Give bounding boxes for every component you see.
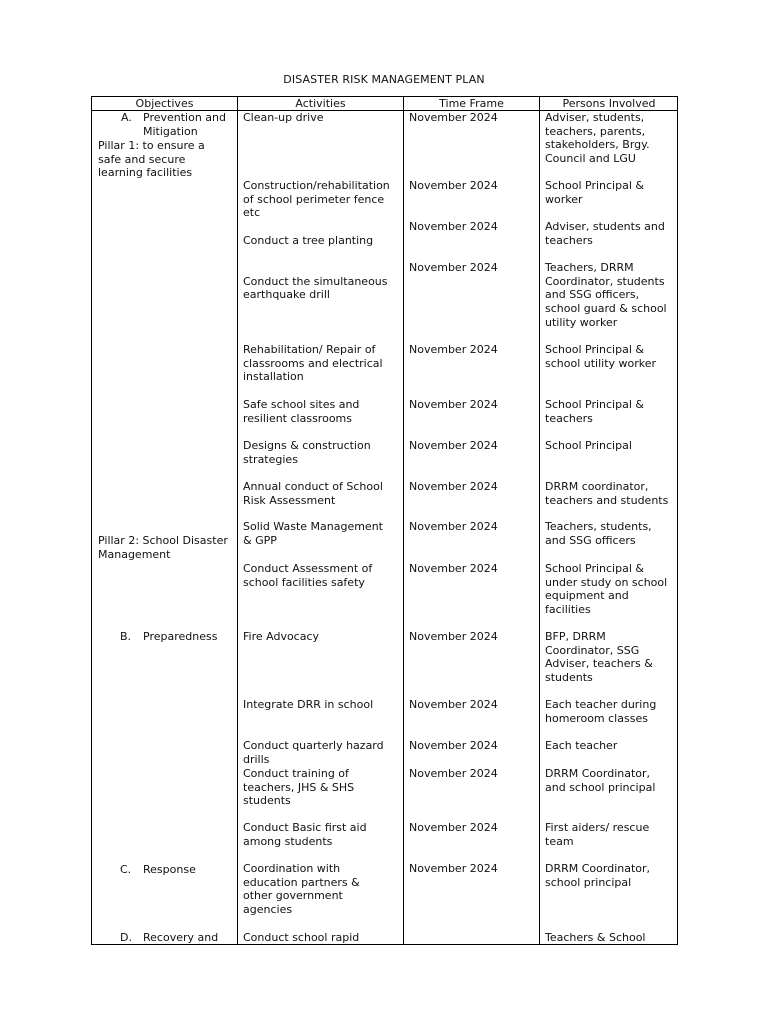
time-frame-line: November 2024 xyxy=(409,821,498,834)
time-frame-line: November 2024 xyxy=(409,520,498,533)
pillar-1-line3: learning facilities xyxy=(98,166,193,179)
persons-line: under study on school xyxy=(545,575,668,589)
header-objectives: Objectives xyxy=(135,97,194,110)
objective-d-marker: D. xyxy=(120,931,132,944)
persons-line: DRRM coordinator, xyxy=(545,480,649,493)
time-frame-line: November 2024 xyxy=(409,480,498,493)
header-activities: Activities xyxy=(295,97,346,110)
activity-line: education partners & xyxy=(243,875,360,889)
persons-line: Teachers, students, xyxy=(545,520,652,533)
activity-line: Fire Advocacy xyxy=(243,630,320,643)
persons-line: Adviser, students, xyxy=(545,111,645,124)
activity-line: etc xyxy=(243,206,261,220)
persons-line: worker xyxy=(545,192,583,206)
pillar-1-line1: Pillar 1: to ensure a xyxy=(98,139,205,152)
activity-line: Conduct Assessment of xyxy=(243,562,373,575)
objective-c-marker: C. xyxy=(120,863,132,876)
header-time-frame: Time Frame xyxy=(439,97,504,110)
persons-line: First aiders/ rescue xyxy=(545,821,650,834)
persons-line: school principal xyxy=(545,875,632,889)
activity-line: Risk Assessment xyxy=(243,493,336,507)
plan-table xyxy=(91,96,678,945)
activity-line: Coordination with xyxy=(243,862,341,875)
persons-line: Coordinator, students xyxy=(545,274,665,288)
persons-line: facilities xyxy=(545,602,591,616)
activity-line: Conduct a tree planting xyxy=(243,233,374,247)
persons-line: Coordinator, SSG xyxy=(545,643,640,657)
document-title: DISASTER RISK MANAGEMENT PLAN xyxy=(283,73,485,86)
time-frame-line: November 2024 xyxy=(409,698,498,711)
activity-line: students xyxy=(243,794,291,808)
persons-line: Teachers, DRRM xyxy=(545,261,634,274)
persons-line: DRRM Coordinator, xyxy=(545,767,651,780)
persons-line: Adviser, students and xyxy=(545,220,665,233)
time-frame-line: November 2024 xyxy=(409,767,498,780)
activity-line: agencies xyxy=(243,902,293,916)
persons-line: utility worker xyxy=(545,315,618,329)
persons-line: School Principal & xyxy=(545,343,644,356)
persons-line: school utility worker xyxy=(545,356,657,370)
objective-a-line1: Prevention and xyxy=(143,111,226,124)
activity-line: Conduct training of xyxy=(243,767,349,780)
activity-line: Conduct quarterly hazard xyxy=(243,739,384,752)
time-frame-line: November 2024 xyxy=(409,261,498,274)
persons-line: Council and LGU xyxy=(545,151,636,165)
time-frame-line: November 2024 xyxy=(409,862,498,875)
activity-line: earthquake drill xyxy=(243,288,330,302)
activity-line: & GPP xyxy=(243,533,277,547)
activity-line: Designs & construction xyxy=(243,439,371,452)
persons-line: students xyxy=(545,670,593,684)
activity-line: classrooms and electrical xyxy=(243,356,383,370)
persons-line: equipment and xyxy=(545,589,629,603)
persons-line: teachers, parents, xyxy=(545,124,646,138)
objective-a-marker: A. xyxy=(121,111,132,124)
activity-line: Conduct the simultaneous xyxy=(243,274,388,288)
activity-line: school facilities safety xyxy=(243,575,365,589)
activity-line: Conduct school rapid xyxy=(243,931,360,944)
persons-line: School Principal & xyxy=(545,562,644,575)
activity-line: teachers, JHS & SHS xyxy=(243,780,355,794)
persons-line: DRRM Coordinator, xyxy=(545,862,651,875)
objective-b-marker: B. xyxy=(120,630,132,643)
objective-b-label: Preparedness xyxy=(143,630,218,643)
time-frame-line: November 2024 xyxy=(409,220,498,233)
column-divider xyxy=(403,97,404,944)
activity-line: Construction/rehabilitation xyxy=(243,179,390,192)
time-frame-line: November 2024 xyxy=(409,111,498,124)
persons-line: teachers xyxy=(545,233,593,247)
persons-line: BFP, DRRM xyxy=(545,630,606,643)
pillar-2-line2: Management xyxy=(98,548,171,561)
activity-line: Integrate DRR in school xyxy=(243,698,374,711)
time-frame-line: November 2024 xyxy=(409,179,498,192)
activity-line: of school perimeter fence xyxy=(243,192,385,206)
time-frame-line: November 2024 xyxy=(409,439,498,452)
persons-line: homeroom classes xyxy=(545,711,648,725)
pillar-2-line1: Pillar 2: School Disaster xyxy=(98,534,228,547)
time-frame-line: November 2024 xyxy=(409,562,498,575)
persons-line: and SSG officers, xyxy=(545,288,640,302)
activity-line: other government xyxy=(243,889,343,903)
header-persons-involved: Persons Involved xyxy=(562,97,656,110)
objective-d-label: Recovery and xyxy=(143,931,219,944)
activity-line: among students xyxy=(243,834,333,848)
activity-line: resilient classrooms xyxy=(243,411,352,425)
persons-line: teachers xyxy=(545,411,593,425)
column-divider xyxy=(237,97,238,944)
persons-line: School Principal & xyxy=(545,179,644,192)
column-divider xyxy=(539,97,540,944)
persons-line: school guard & school xyxy=(545,301,667,315)
activity-line: strategies xyxy=(243,452,298,466)
persons-line: Teachers & School xyxy=(545,931,646,944)
activity-line: Safe school sites and xyxy=(243,398,360,411)
persons-line: and SSG officers xyxy=(545,533,636,547)
pillar-1-line2: safe and secure xyxy=(98,153,186,166)
persons-line: Each teacher during xyxy=(545,698,657,711)
activity-line: installation xyxy=(243,370,304,384)
activity-line: Conduct Basic first aid xyxy=(243,821,367,834)
persons-line: Each teacher xyxy=(545,739,618,752)
persons-line: School Principal xyxy=(545,439,632,452)
objective-a-line2: Mitigation xyxy=(143,125,198,138)
persons-line: and school principal xyxy=(545,780,656,794)
activity-line: Annual conduct of School xyxy=(243,480,383,493)
activity-line: Rehabilitation/ Repair of xyxy=(243,343,376,356)
time-frame-line: November 2024 xyxy=(409,739,498,752)
persons-line: stakeholders, Brgy. xyxy=(545,138,650,152)
objective-c-label: Response xyxy=(143,863,196,876)
persons-line: teachers and students xyxy=(545,493,669,507)
activity-line: Clean-up drive xyxy=(243,111,324,124)
persons-line: School Principal & xyxy=(545,398,644,411)
activity-line: drills xyxy=(243,752,270,766)
time-frame-line: November 2024 xyxy=(409,630,498,643)
time-frame-line: November 2024 xyxy=(409,343,498,356)
persons-line: Adviser, teachers & xyxy=(545,657,653,671)
time-frame-line: November 2024 xyxy=(409,398,498,411)
activity-line: Solid Waste Management xyxy=(243,520,383,533)
persons-line: team xyxy=(545,834,574,848)
